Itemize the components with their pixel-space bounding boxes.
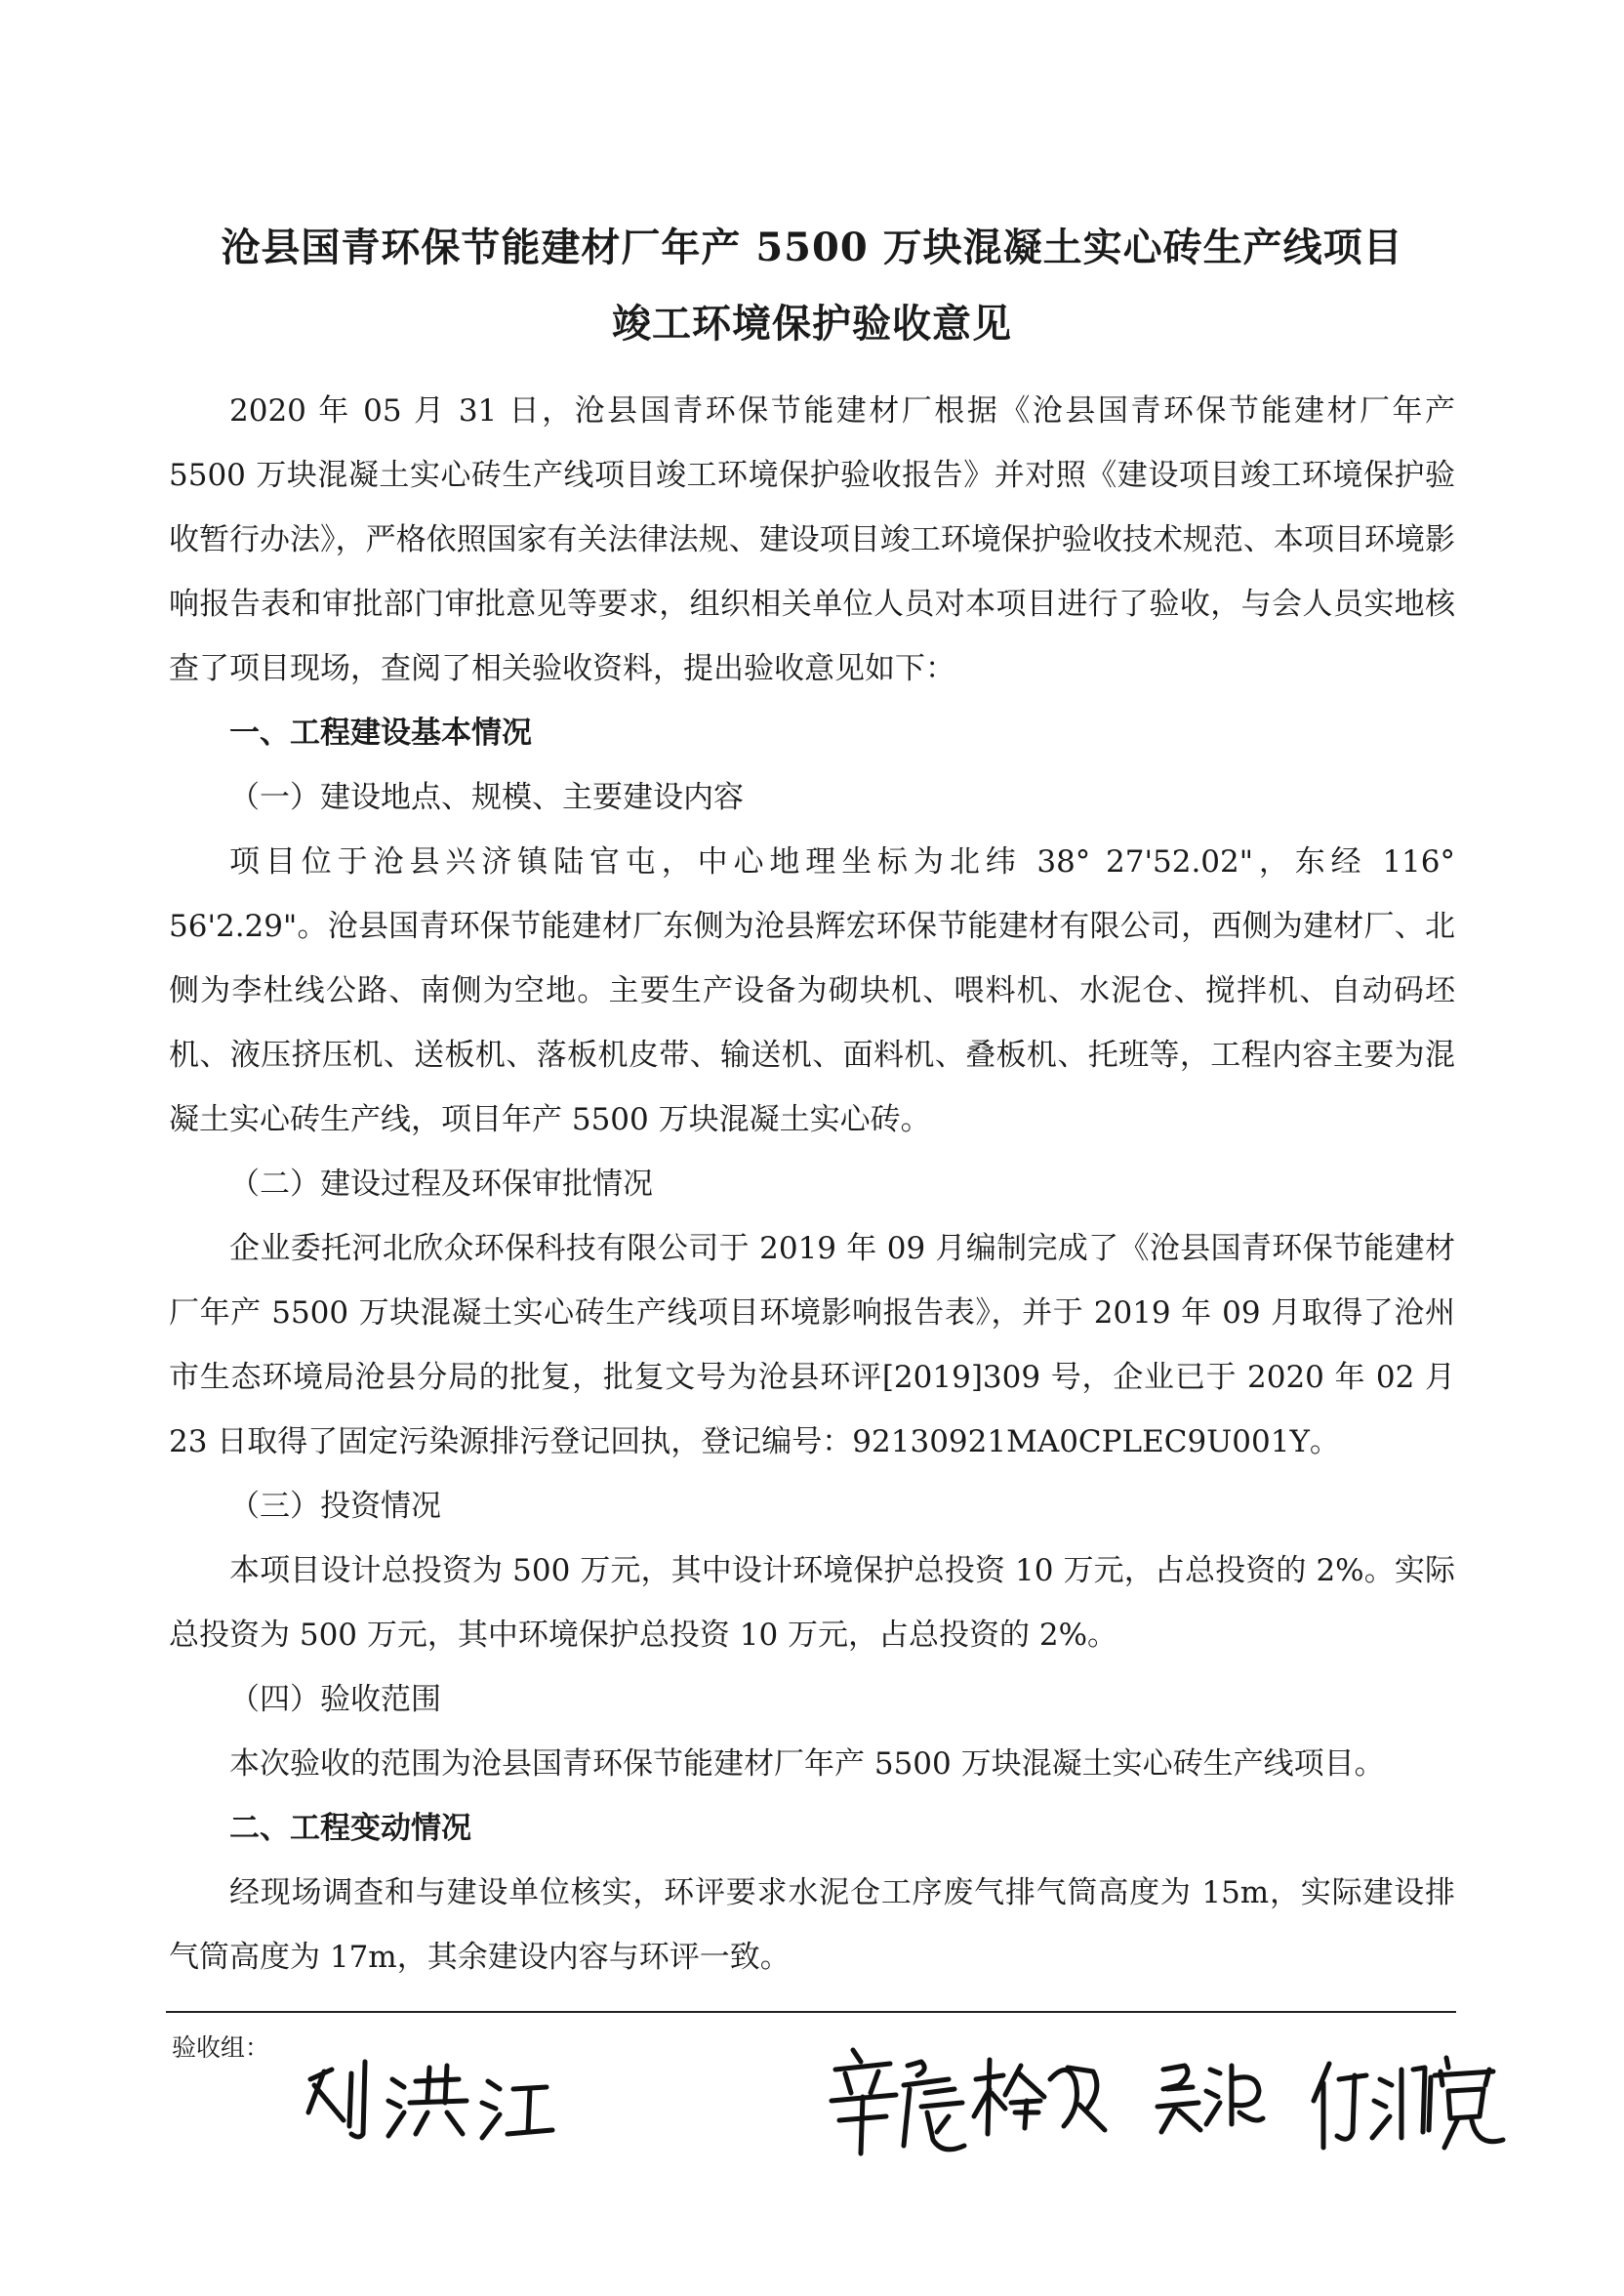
subsection-3-heading: （三）投资情况 [229,1489,441,1524]
signature-4 [1157,2066,1263,2132]
section-2-text: 经现场调查和与建设单位核实，环评要求水泥仓工序废气排气筒高度为 15m，实际建设排气筒高度为 17m，其余建设内容与环评一致。 [169,1875,1455,1975]
subsection-1-heading: （一）建设地点、规模、主要建设内容 [229,780,744,815]
acceptance-group-label: 验收组： [172,2033,270,2062]
signature-1 [308,2062,552,2138]
signature-5 [1314,2058,1503,2148]
subsection-4-text: 本次验收的范围为沧县国青环保节能建材厂年产 5500 万块混凝土实心砖生产线项目。 [229,1746,1385,1782]
document-title-line-1: 沧县国青环保节能建材厂年产 5500 万块混凝土实心砖生产线项目 [221,225,1403,270]
signature-3 [974,2060,1105,2134]
intro-paragraph: 2020 年 05 月 31 日，沧县国青环保节能建材厂根据《沧县国青环保节能建材厂年产 5500 万块混凝土实心砖生产线项目竣工环境保护验收报告》并对照《建设项目竣工环境保护验收暂行办法》，严格依照国家有关法律法规、建设项目竣工环境保护验收技术规范、本项目环境影响报告表和审批部门审批意见等要求，组织相关单位人员对本项目进行了验收，与会人员实地核查了项目现场，查阅了相关验收资料，提出验收意见如下： [169,393,1455,686]
section-2-heading: 二、工程变动情况 [229,1811,471,1846]
subsection-4-heading: （四）验收范围 [229,1682,441,1717]
subsection-2-text: 企业委托河北欣众环保科技有限公司于 2019 年 09 月编制完成了《沧县国青环保节能建材厂年产 5500 万块混凝土实心砖生产线项目环境影响报告表》，并于 2019 年 09 月取得了沧州市生态环境局沧县分局的批复，批复文号为沧县环评[2019]309 号，企业已于 2020 年 02 月 23 日取得了固定污染源排污登记回执，登记编号：92130921MA0CPLEC9U001Y。 [169,1231,1455,1459]
document-body [169,379,1455,1989]
section-1-heading: 一、工程建设基本情况 [229,716,532,751]
subsection-3-text: 本项目设计总投资为 500 万元，其中设计环境保护总投资 10 万元，占总投资的 2%。实际总投资为 500 万元，其中环境保护总投资 10 万元，占总投资的 2%。 [169,1553,1455,1653]
signature-2 [832,2050,964,2153]
subsection-2-heading: （二）建设过程及环保审批情况 [229,1167,653,1202]
handwritten-signatures [0,2011,1624,2187]
document-title-line-2: 竣工环境保护验收意见 [612,301,1012,347]
subsection-1-text: 项目位于沧县兴济镇陆官屯，中心地理坐标为北纬 38° 27'52.02"，东经 116° 56'2.29"。沧县国青环保节能建材厂东侧为沧县辉宏环保节能建材有限公司，西侧为建材厂、北侧为李杜线公路、南侧为空地。主要生产设备为砌块机、喂料机、水泥仓、搅拌机、自动码坯机、液压挤压机、送板机、落板机皮带、输送机、面料机、叠板机、托班等，工程内容主要为混凝土实心砖生产线，项目年产 5500 万块混凝土实心砖。 [169,844,1455,1137]
